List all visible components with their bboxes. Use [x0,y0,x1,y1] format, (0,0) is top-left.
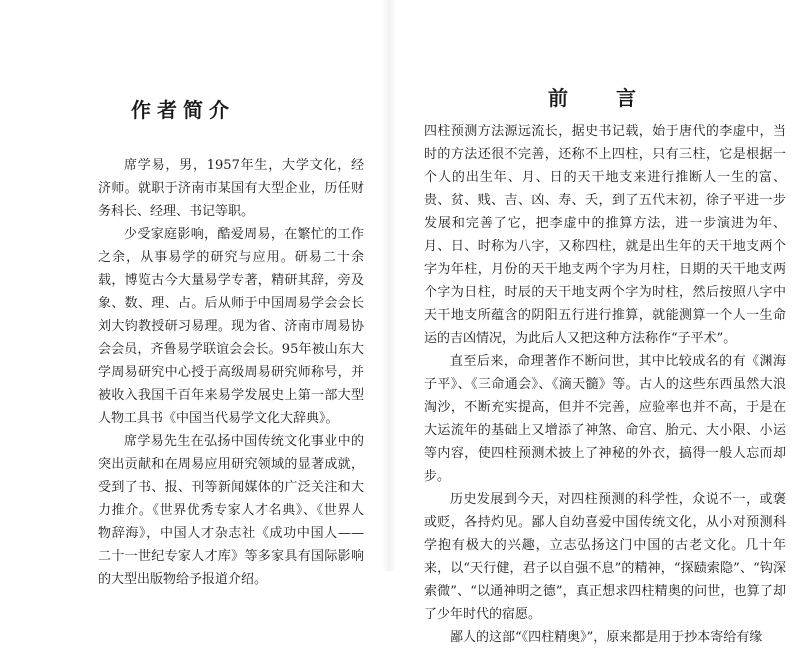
author-paragraph-1: 席学易，男，1957年生，大学文化，经济师。就职于济南市某国有大型企业，历任财务科长、经理、书记等职。 [98,158,364,219]
preface-paragraph-3: 历史发展到今天，对四柱预测的科学性，众说不一，或褒或贬，各持灼见。鄙人自幼喜爱中国传统文化，从小对预测科学抱有极大的兴趣，立志弘扬这门中国的古老文化。几十年来，以“天行健，君子以自强不息”的精神，“探赜索隐”、“钩深索微”、“以通神明之德”，真正想求四柱精奥的问世，也算了却了少年时代的宿愿。 [424,492,786,622]
page-title-preface: 前言 [548,86,684,110]
preface-paragraph-1: 四柱预测方法源远流长，据史书记载，始于唐代的李虚中，当时的方法还很不完善，还称不上四柱，只有三柱，它是根据一个人的出生年、月、日的天干地支来进行推断人一生的富、贵、贫、贱、吉、凶、寿、夭，到了五代末初，徐子平进一步发展和完善了它，把李虚中的推算方法，进一步演进为年、月、日、时称为八字，又称四柱，就是出生年的天干地支两个字为年柱，月份的天干地支两个字为月柱，日期的天干地支两个字为日柱，时辰的天干地支两个字为时柱，然后按照八字中天干地支所蕴含的阴阳五行进行推算，就能测算一个人一生命运的吉凶情况，为此后人又把这种方法称作“子平术”。 [424,124,786,346]
right-page [400,0,793,645]
preface-paragraph-4: 鄙人的这部“《四柱精奥》”，原来都是用于抄本寄给有缘 [450,630,763,645]
author-intro-body [98,154,364,591]
page-title-author-intro: 作者简介 [131,98,235,122]
preface-body [424,120,786,649]
author-paragraph-3: 席学易先生在弘扬中国传统文化事业中的突出贡献和在周易应用研究领域的显著成就，受到了书、报、刊等新闻媒体的广泛关注和大力推介。《世界优秀专家人才名典》、《世界人物辞海》，中国人才杂志社《成功中国人—— 二十一世纪专家人才库》等多家具有国际影响的大型出版物给予报道介绍。 [98,434,364,587]
preface-paragraph-2: 直至后来，命理著作不断问世，其中比较成名的有《渊海子平》、《三命通会》、《滴天髓》等。古人的这些东西虽然大浪淘沙，不断充实提高，但并不完善，应验率也并不高，于是在大运流年的基础上又增添了神煞、命宫、胎元、大小限、小运等内容，使四柱预测术披上了神秘的外衣，搞得一般人忘而却步。 [424,354,786,484]
left-page [0,0,380,587]
author-paragraph-2: 少受家庭影响，酷爱周易，在繁忙的工作之余，从事易学的研究与应用。研易二十余载，博览古今大量易学专著，精研其辞，旁及象、数、理、占。后从师于中国周易学会会长刘大钧教授研习易理。现为省、济南市周易协会会员，齐鲁易学联谊会会长。95年被山东大学周易研究中心授于高级周易研究师称号，并被收入我国千百年来易学发展史上第一部大型人物工具书《中国当代易学文化大辞典》。 [98,227,364,426]
book-gutter [382,0,396,571]
